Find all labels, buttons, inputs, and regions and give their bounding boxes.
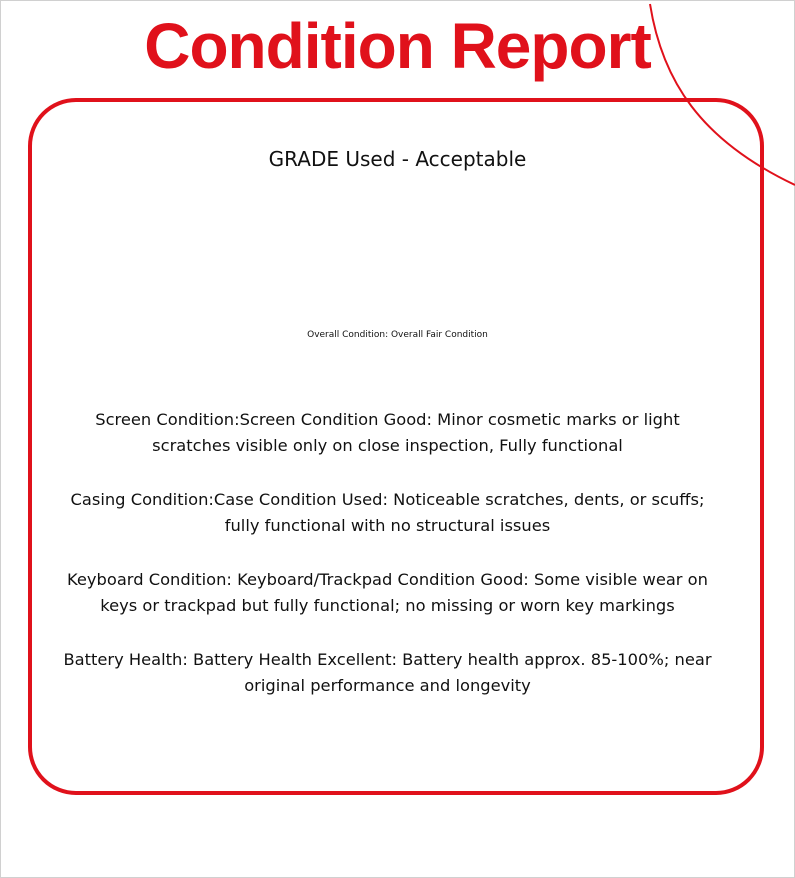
screen-condition [60,407,715,459]
keyboard-condition [60,567,715,619]
overall-condition: Overall Condition: Overall Fair Condition [307,330,488,340]
keyboard-condition-value: Keyboard/Trackpad Condition Good: Some visible wear on keys or trackpad but fully functional; no missing or worn key markings [100,570,708,615]
keyboard-condition-label: Keyboard Condition: [67,570,232,589]
casing-condition-value: Case Condition Used: Noticeable scratches, dents, or scuffs; fully functional with no structural issues [213,490,705,535]
grade-heading: GRADE Used - Acceptable [268,147,527,171]
casing-condition-label: Casing Condition: [70,490,214,509]
battery-health [60,647,715,699]
battery-health-value: Battery Health Excellent: Battery health approx. 85-100%; near original performance and longevity [193,650,712,695]
casing-condition [60,487,715,539]
screen-condition-value: Screen Condition Good: Minor cosmetic marks or light scratches visible only on close inspection, Fully functional [152,410,680,455]
report-title: Condition Report [144,10,651,82]
condition-list [60,407,715,727]
screen-condition-label: Screen Condition: [95,410,240,429]
battery-health-label: Battery Health: [63,650,188,669]
